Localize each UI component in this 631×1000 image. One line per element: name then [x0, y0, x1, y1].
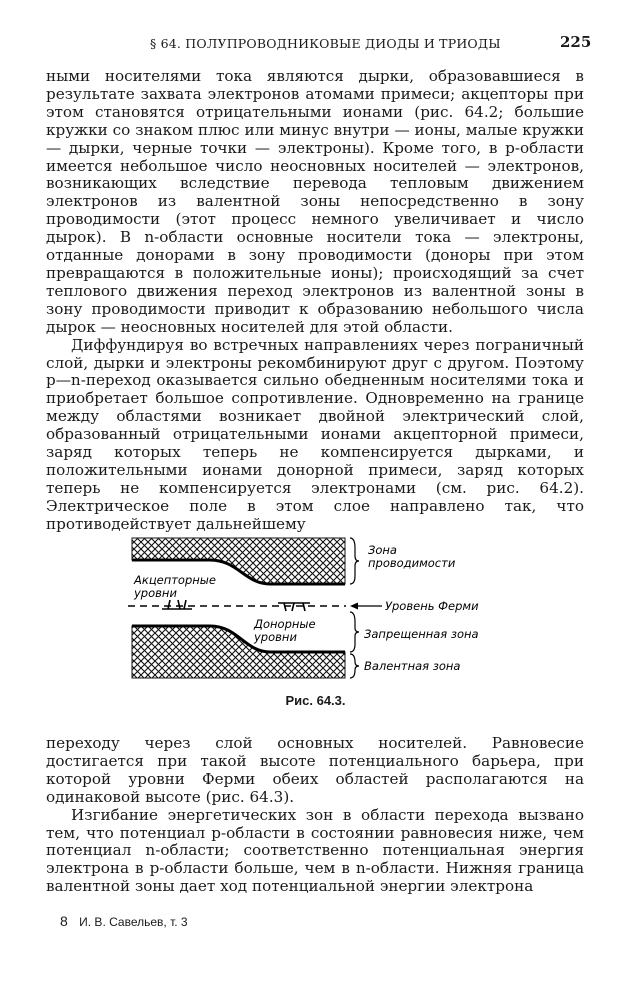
body-text-top	[46, 68, 584, 534]
acceptor-levels-marks	[162, 600, 192, 609]
signature-footer	[60, 913, 188, 929]
running-header: § 64. ПОЛУПРОВОДНИКОВЫЕ ДИОДЫ И ТРИОДЫ	[150, 36, 501, 51]
label-conduction-band: Зона проводимости	[368, 543, 456, 570]
label-forbidden-band: Запрещенная зона	[364, 627, 479, 641]
fermi-arrow-icon	[350, 603, 382, 610]
page-number: 225	[560, 33, 592, 51]
figure-caption: Рис. 64.3.	[285, 693, 346, 708]
signature-number: 8	[60, 913, 68, 929]
label-acceptor-levels: Акцепторные уровни	[134, 573, 216, 600]
paragraph: переходу через слой основных носителей. Равновесие достигается при такой высоте потенциального барьера, при которой уровни Ферми обеих областей располагаются на одинаковой высоте (рис. 64.3).	[46, 734, 584, 806]
paragraph: Диффундируя во встречных направлениях через пограничный слой, дырки и электроны рекомбинируют друг с другом. Поэтому p—n-переход оказывается сильно обедненным носителями тока и приобретает большое сопротивление. Одновременно на границе между областями возникает двойной электрический слой, образованный отрицательными ионами акцепторной примеси, заряд которых теперь не компенсируется дырками, и положительными ионами донорной примеси, заряд которых теперь не компенсируется электронами (см. рис. 64.2). Электрическое поле в этом слое направлено так, что противодействует дальнейшему	[46, 335, 584, 533]
paragraph: ными носителями тока являются дырки, образовавшиеся в результате захвата электронов атомами примеси; акцепторы при этом становятся отрицательными ионами (рис. 64.2; большие кружки со знаком плюс или минус внутри — ионы, малые кружки — дырки, черные точки — электроны). Кроме того, в p-области имеется небольшое число неосновных носителей — электронов, возникающих вследствие перевода тепловым движением электронов из валентной зоны непосредственно в зону проводимости (этот процесс немного увеличивает и число дырок). В n-области основные носители тока — электроны, отданные донорами в зону проводимости (доноры при этом превращаются в положительные ионы); происходящий за счет теплового движения переход электронов из валентной зоны в зону проводимости приводит к образованию небольшого числа дырок — неосновных носителей для этой области.	[46, 67, 584, 336]
label-fermi-level: Уровень Ферми	[385, 599, 479, 613]
label-valence-band: Валентная зона	[364, 659, 461, 673]
body-text-bottom	[46, 735, 584, 896]
donor-levels-marks	[278, 603, 310, 611]
signature-text: И. В. Савельев, т. 3	[79, 915, 188, 929]
label-donor-levels: Донорные уровни	[254, 617, 316, 644]
paragraph: Изгибание энергетических зон в области перехода вызвано тем, что потенциал p-области в состоянии равновесия ниже, чем потенциал n-области; соответственно потенциальная энергия электрона в p-области больше, чем в n-области. Нижняя граница валентной зоны дает ход потенциальной энергии электрона	[46, 805, 584, 896]
band-diagram	[120, 528, 480, 698]
